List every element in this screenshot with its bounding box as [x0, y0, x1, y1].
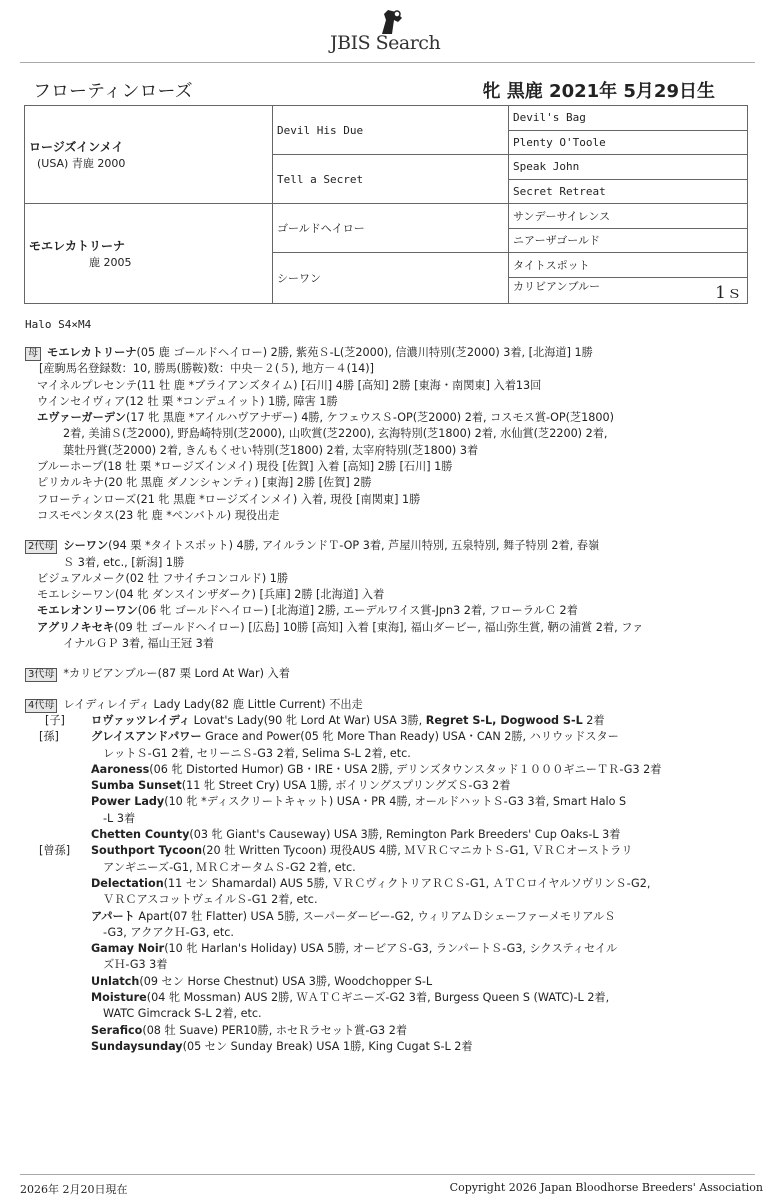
entry-text: ズＨ-G3 3着	[103, 958, 168, 972]
horse-link[interactable]: Power Lady	[91, 795, 165, 809]
entry-text: (05 セン Sunday Break) USA 1勝, King Cugat S-L 2着	[182, 1039, 473, 1053]
entry-text: マイネルプレセンテ(11 牡 鹿 *ブライアンズタイム) [石川] 4勝 [高知] 2勝 [東海・南関東] 入着13回	[37, 378, 542, 392]
entry-text: ピリカルキナ(20 牝 黒鹿 ダノンシャンティ) [東海] 2勝 [佐賀] 2勝	[37, 476, 372, 490]
pedigree-gen3[interactable]: Plenty O'Toole	[509, 130, 748, 155]
family-body	[25, 345, 725, 1055]
third-dam-section	[25, 666, 725, 682]
bottom-divider	[20, 1174, 755, 1175]
generation-label: [曾孫]	[39, 844, 71, 858]
entry-line	[25, 941, 725, 957]
pedigree-gen3-last	[509, 277, 748, 303]
entry-text: ブルーホープ(18 牡 栗 *ロージズインメイ) 現役 [佐賀] 入着 [高知] 2勝 [石川] 1勝	[37, 460, 453, 474]
entry-line	[25, 860, 725, 876]
entry-text: ＶＲＣアスコットヴェイルＳ-G1 2着, etc.	[103, 893, 318, 907]
horse-link[interactable]: Delectation	[91, 876, 164, 890]
entry-text: ビジュアルメーク(02 牡 フサイチコンコルド) 1勝	[37, 571, 289, 585]
entry-text: (09 牡 ゴールドヘイロー) [広島] 10勝 [高知] 入着 [東海], 福山ダービー, 福山弥生賞, 鞆の浦賞 2着, ファ	[114, 620, 644, 634]
dam-cell	[25, 204, 273, 304]
generation-label: [孫]	[39, 730, 59, 744]
entry-line	[25, 508, 725, 524]
pedigree-gen3[interactable]: Speak John	[509, 155, 748, 180]
second-dam-section	[25, 538, 725, 652]
entry-line	[25, 587, 725, 603]
horse-link[interactable]: Chetten County	[91, 828, 190, 842]
entry-line	[25, 459, 725, 475]
entry-line	[25, 713, 725, 729]
third-dam-text: *カリビアンブルー(87 栗 Lord At War) 入着	[63, 667, 290, 681]
inbreeding-cross: Halo S4×M4	[25, 318, 92, 331]
pedigree-gen2[interactable]: シーワン	[273, 253, 509, 304]
pedigree-gen3[interactable]: ニアーザゴールド	[509, 228, 748, 253]
pedigree-gen3[interactable]: Devil's Bag	[509, 106, 748, 131]
horse-name: フローティンローズ	[33, 81, 193, 102]
entry-text: イナルＧＰ 3着, 福山王冠 3着	[63, 637, 214, 651]
entry-line	[25, 957, 725, 973]
entry-line	[25, 538, 725, 554]
entry-line	[25, 410, 725, 426]
entry-line	[25, 378, 725, 394]
entry-line	[25, 990, 725, 1006]
ls-marker: 1ｓ	[715, 282, 743, 303]
entry-line	[25, 571, 725, 587]
copyright: Copyright 2026 Japan Bloodhorse Breeders' Association	[449, 1181, 763, 1194]
entry-text: (10 牝 Harlan's Holiday) USA 5勝, オービアＳ-G3, ランパートＳ-G3, シクスティセイル	[164, 942, 618, 956]
fourth-dam-header	[25, 697, 725, 713]
entry-line	[25, 827, 725, 843]
entry-text: 葉牡丹賞(芝2000) 2着, きんもくせい特別(芝1800) 2着, 太宰府特別(芝1800) 3着	[63, 443, 479, 457]
horse-link[interactable]: Southport Tycoon	[91, 844, 203, 858]
entry-line	[25, 620, 725, 636]
entry-line	[25, 603, 725, 619]
entry-text: (04 牝 Mossman) AUS 2勝, ＷＡＴＣギニーズ-G2 3着, Burgess Queen S (WATC)-L 2着,	[146, 990, 610, 1004]
horse-link[interactable]: グレイスアンドパワー	[91, 730, 202, 744]
entry-text: (09 セン Horse Chestnut) USA 3勝, Woodchopper S-L	[139, 974, 433, 988]
horse-link[interactable]: アグリノキセキ	[37, 620, 115, 634]
entry-text: (17 牝 黒鹿 *アイルハヴアナザー) 4勝, ケフェウスＳ-OP(芝2000) 2着, コスモス賞-OP(芝1800)	[125, 411, 615, 425]
horse-header	[33, 77, 715, 105]
entry-line	[25, 746, 725, 762]
logo-text: JBIS Search	[330, 32, 441, 54]
entry-line	[25, 475, 725, 491]
horse-info: 牝 黒鹿 2021年 5月29日生	[482, 81, 715, 102]
entry-line	[25, 892, 725, 908]
pedigree-gen3[interactable]: タイトスポット	[509, 253, 748, 278]
section-tag: 4代母	[25, 699, 57, 713]
horse-link[interactable]: Sundaysunday	[91, 1039, 183, 1053]
entry-text: 2着	[582, 713, 605, 727]
entry-text: フローティンローズ(21 牝 黒鹿 *ロージズインメイ) 入着, 現役 [南関東] 1勝	[37, 492, 421, 506]
horse-link[interactable]: エヴァーガーデン	[37, 411, 126, 425]
horse-link[interactable]: Sumba Sunset	[91, 779, 182, 793]
entry-text: 2着, 美浦Ｓ(芝2000), 野島崎特別(芝2000), 山吹賞(芝2200), 玄海特別(芝1800) 2着, 水仙賞(芝2200) 2着,	[63, 427, 608, 441]
section-tag: 母	[25, 347, 41, 361]
sire-name[interactable]: ロージズインメイ	[29, 140, 124, 154]
entry-line	[25, 492, 725, 508]
entry-line	[25, 361, 725, 377]
pedigree-gen2[interactable]: ゴールドヘイロー	[273, 204, 509, 253]
entry-line	[25, 1023, 725, 1039]
entry-text: WATC Gimcrack S-L 2着, etc.	[103, 1007, 262, 1021]
horse-link[interactable]: アパート	[91, 909, 135, 923]
entry-text: (05 鹿 ゴールドヘイロー) 2勝, 紫苑Ｓ-L(芝2000), 信濃川特別(芝2000) 3着, [北海道] 1勝	[136, 346, 593, 359]
horse-link[interactable]: Aaroness	[91, 762, 150, 776]
entry-line	[25, 876, 725, 892]
entry-text: (06 牝 Distorted Humor) GB・IRE・USA 2勝, デリンズタウンスタッド１０００ギニーＴＲ-G3 2着	[149, 762, 662, 776]
entry-text: (20 牡 Written Tycoon) 現役AUS 4勝, ＭＶＲＣマニカトＳ-G1, ＶＲＣオーストラリ	[202, 844, 633, 858]
entry-text: (11 セン Shamardal) AUS 5勝, ＶＲＣヴィクトリアＲＣＳ-G1, ＡＴＣロイヤルソヴリンＳ-G2,	[163, 876, 651, 890]
entry-line	[25, 843, 725, 859]
entry-line	[25, 1006, 725, 1022]
horse-link[interactable]: Gamay Noir	[91, 942, 165, 956]
entry-line	[25, 762, 725, 778]
pedigree-table	[24, 105, 748, 304]
entry-line	[25, 925, 725, 941]
horse-link[interactable]: シーワン	[63, 539, 109, 553]
fourth-dam-section	[25, 697, 725, 1056]
entry-text: (94 栗 *タイトスポット) 4勝, アイルランドＴ-OP 3着, 芦屋川特別, 五泉特別, 舞子特別 2着, 春嶺	[108, 539, 600, 553]
sire-cell	[25, 106, 273, 204]
entry-text: [産駒馬名登録数：10, 勝馬(勝鞍)数：中央－２(５), 地方－４(14)]	[39, 362, 374, 376]
entry-text: Ｓ 3着, etc., [新潟] 1勝	[63, 555, 185, 569]
horse-link[interactable]: モエレオンリーワン	[37, 604, 138, 618]
entry-text: (08 牡 Suave) PER10勝, ホセＲラセット賞-G3 2着	[142, 1023, 408, 1037]
entry-line	[25, 1039, 725, 1055]
entry-text: (11 牝 Street Cry) USA 1勝, ボイリングスプリングズＳ-G3 2着	[181, 779, 511, 793]
section-tag: 3代母	[25, 668, 57, 682]
dam-name[interactable]: モエレカトリーナ	[29, 238, 126, 253]
dam-section	[25, 345, 725, 524]
fourth-dam-text: レイディレイディ Lady Lady(82 鹿 Little Current) 不出走	[63, 697, 363, 711]
horse-link[interactable]: Serafico	[91, 1023, 143, 1037]
pedigree-gen2[interactable]: Devil His Due	[273, 106, 509, 155]
entry-text: Lovat's Lady(90 牝 Lord At War) USA 3勝,	[190, 713, 426, 727]
entry-text: レットＳ-G1 2着, セリーニＳ-G3 2着, Selima S-L 2着, etc.	[103, 746, 411, 760]
pedigree-gen3[interactable]: カリビアンブルー	[513, 279, 601, 293]
horse-link[interactable]: ロヴァッツレイディ	[91, 713, 191, 727]
section-tag: 2代母	[25, 540, 57, 554]
entry-text: (10 牝 *ディスクリートキャット) USA・PR 4勝, オールドハットＳ-G3 3着, Smart Halo S	[164, 795, 627, 809]
entry-text: コスモペンタス(23 牝 鹿 *ペンバトル) 現役出走	[37, 508, 280, 522]
entry-text: (03 牝 Giant's Causeway) USA 3勝, Remington Park Breeders' Cup Oaks-L 3着	[189, 828, 621, 842]
entry-line	[25, 909, 725, 925]
entry-text: モエレシーワン(04 牝 ダンスインザダーク) [兵庫] 2勝 [北海道] 入着	[37, 588, 385, 602]
race-list: Regret S-L, Dogwood S-L	[425, 713, 583, 727]
entry-text: -G3, アクアクＨ-G3, etc.	[103, 925, 234, 939]
entry-line	[25, 811, 725, 827]
sire-origin: (USA) 青鹿 2000	[37, 157, 126, 170]
entry-line	[25, 794, 725, 810]
entry-text: アンギニーズ-G1, ＭＲＣオータムＳ-G2 2着, etc.	[103, 860, 356, 874]
generation-label: [子]	[45, 713, 65, 727]
jbis-logo[interactable]	[330, 8, 460, 56]
entry-line	[25, 443, 725, 459]
entry-line	[25, 778, 725, 794]
entry-line	[25, 555, 725, 571]
dam-origin: 鹿 2005	[89, 255, 132, 269]
entry-text: ウインセイヴィア(12 牡 栗 *コンデュイット) 1勝, 障害 1勝	[37, 394, 338, 408]
entry-line	[25, 345, 725, 361]
entry-line	[25, 426, 725, 442]
top-divider	[20, 62, 755, 63]
entry-line	[25, 394, 725, 410]
entry-text: -L 3着	[103, 811, 136, 825]
pedigree-gen3[interactable]: サンデーサイレンス	[509, 204, 748, 229]
horse-link[interactable]: モエレカトリーナ	[47, 346, 137, 359]
entry-line	[25, 974, 725, 990]
horse-link[interactable]: Unlatch	[91, 974, 140, 988]
pedigree-gen3[interactable]: Secret Retreat	[509, 179, 748, 204]
entry-line	[25, 636, 725, 652]
entry-line	[25, 729, 725, 745]
entry-text: Grace and Power(05 牝 More Than Ready) USA・CAN 2勝, ハリウッドスター	[201, 730, 619, 744]
as-of-date: 2026年 2月20日現在	[20, 1183, 128, 1196]
horse-link[interactable]: Moisture	[91, 990, 147, 1004]
entry-text: Apart(07 牡 Flatter) USA 5勝, スーパーダービー-G2, ウィリアムＤシェーファーメモリアルＳ	[134, 909, 616, 923]
pedigree-gen2[interactable]: Tell a Secret	[273, 155, 509, 204]
entry-text: (06 牝 ゴールドヘイロー) [北海道] 2勝, エーデルワイス賞-Jpn3 2着, フローラルＣ 2着	[137, 604, 578, 618]
